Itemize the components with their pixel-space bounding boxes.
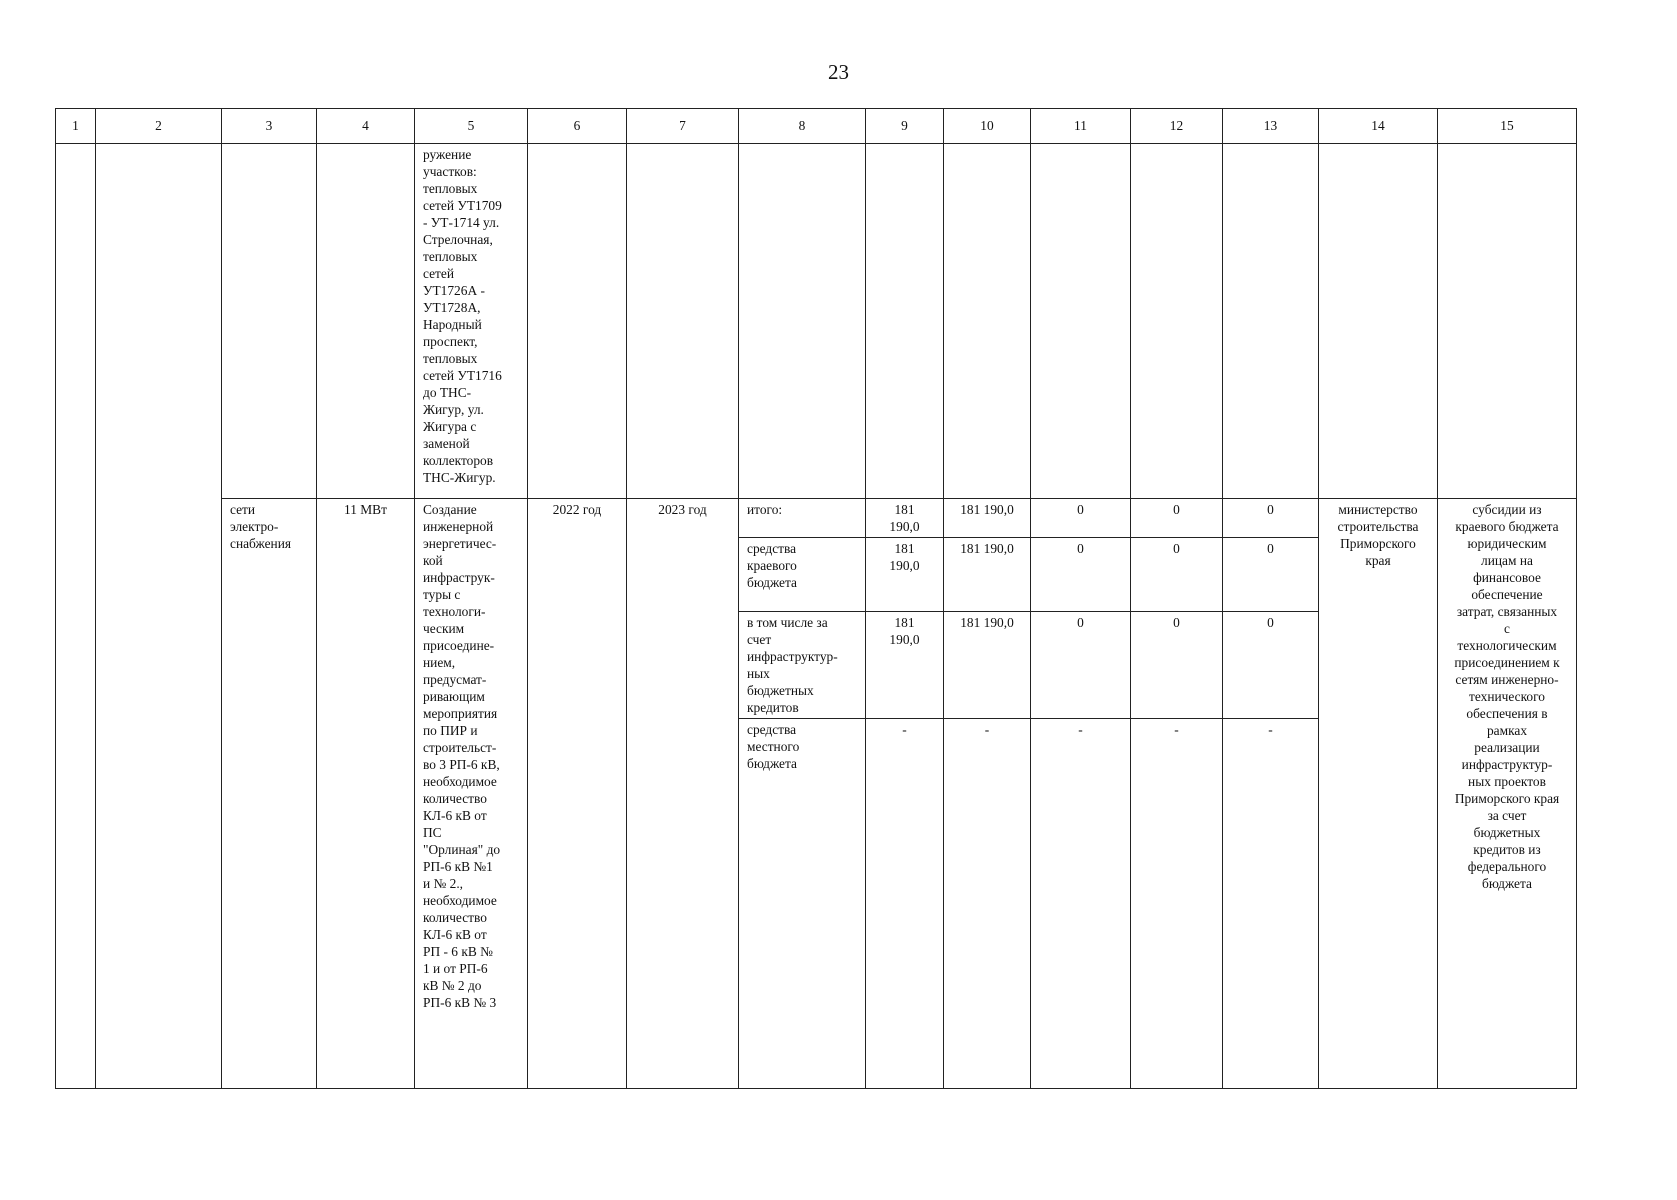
column-header-1: 1 xyxy=(56,109,96,144)
column-header-5: 5 xyxy=(415,109,528,144)
funding-c13: 0 xyxy=(1223,538,1319,612)
column-header-8: 8 xyxy=(739,109,866,144)
column-header-11: 11 xyxy=(1031,109,1131,144)
funding-label: средства местного бюджета xyxy=(739,719,866,1089)
column-header-10: 10 xyxy=(944,109,1031,144)
column-header-14: 14 xyxy=(1319,109,1438,144)
funding-c9: - xyxy=(866,719,944,1089)
funding-c13: 0 xyxy=(1223,499,1319,538)
col2-cell xyxy=(96,144,222,1089)
funding-c12: 0 xyxy=(1131,538,1223,612)
column-header-4: 4 xyxy=(317,109,415,144)
funding-c13: 0 xyxy=(1223,612,1319,719)
funding-c11: 0 xyxy=(1031,612,1131,719)
column-header-12: 12 xyxy=(1131,109,1223,144)
cont-col4-cell xyxy=(317,144,415,499)
funding-c11: - xyxy=(1031,719,1131,1089)
column-header-7: 7 xyxy=(627,109,739,144)
funding-c9: 181 190,0 xyxy=(866,499,944,538)
object-description: Создание инженерной энергетичес- кой инфраструк- туры с технологи- ческим присоедине- нием, предусмат- ривающим мероприятия по ПИР и строительст- во 3 РП-6 кВ, необходимое количество КЛ-6 кВ от ПС "Орлиная" до РП-6 кВ №1 и № 2., необходимое количество КЛ-6 кВ от РП - 6 кВ № 1 и от РП-6 кВ № 2 до РП-6 кВ № 3 xyxy=(415,499,528,1089)
cont-col11-cell xyxy=(1031,144,1131,499)
funding-c12: 0 xyxy=(1131,499,1223,538)
responsible-body: министерство строительства Приморского края xyxy=(1319,499,1438,1089)
funding-purpose: субсидии из краевого бюджета юридическим лицам на финансовое обеспечение затрат, связанных с технологическим присоединением к сетям инженерно- технического обеспечения в рамках реализации инфраструктур- ных проектов Приморского края за счет бюджетных кредитов из федерального бюджета xyxy=(1438,499,1577,1089)
budget-table xyxy=(55,108,1577,1089)
continuation-row xyxy=(56,144,1577,499)
funding-c9: 181 190,0 xyxy=(866,612,944,719)
column-header-6: 6 xyxy=(528,109,627,144)
funding-label: в том числе за счет инфраструктур- ных бюджетных кредитов xyxy=(739,612,866,719)
column-header-15: 15 xyxy=(1438,109,1577,144)
cont-col3-cell xyxy=(222,144,317,499)
capacity: 11 МВт xyxy=(317,499,415,1089)
cont-col14-cell xyxy=(1319,144,1438,499)
start-year: 2022 год xyxy=(528,499,627,1089)
column-header-13: 13 xyxy=(1223,109,1319,144)
cont-object-description: ружение участков: тепловых сетей УТ1709 - УТ-1714 ул. Стрелочная, тепловых сетей УТ1726А - УТ1728А, Народный проспект, тепловых сетей УТ1716 до ТНС- Жигур, ул. Жигура с заменой коллекторов ТНС-Жигур. xyxy=(415,144,528,499)
column-header-2: 2 xyxy=(96,109,222,144)
cont-col8-cell xyxy=(739,144,866,499)
cont-col7-cell xyxy=(627,144,739,499)
funding-c9: 181 190,0 xyxy=(866,538,944,612)
cont-col15-cell xyxy=(1438,144,1577,499)
column-header-9: 9 xyxy=(866,109,944,144)
col1-cell xyxy=(56,144,96,1089)
funding-c13: - xyxy=(1223,719,1319,1089)
end-year: 2023 год xyxy=(627,499,739,1089)
funding-row-total xyxy=(56,499,1577,538)
object-type: сети электро- снабжения xyxy=(222,499,317,1089)
funding-label: средства краевого бюджета xyxy=(739,538,866,612)
cont-col12-cell xyxy=(1131,144,1223,499)
cont-col9-cell xyxy=(866,144,944,499)
column-header-3: 3 xyxy=(222,109,317,144)
funding-c12: 0 xyxy=(1131,612,1223,719)
funding-c10: - xyxy=(944,719,1031,1089)
funding-c10: 181 190,0 xyxy=(944,538,1031,612)
cont-col10-cell xyxy=(944,144,1031,499)
funding-c11: 0 xyxy=(1031,499,1131,538)
funding-label: итого: xyxy=(739,499,866,538)
cont-col13-cell xyxy=(1223,144,1319,499)
funding-c10: 181 190,0 xyxy=(944,499,1031,538)
funding-c12: - xyxy=(1131,719,1223,1089)
cont-col6-cell xyxy=(528,144,627,499)
funding-c10: 181 190,0 xyxy=(944,612,1031,719)
page-number: 23 xyxy=(828,60,849,84)
header-row xyxy=(56,109,1577,144)
funding-c11: 0 xyxy=(1031,538,1131,612)
